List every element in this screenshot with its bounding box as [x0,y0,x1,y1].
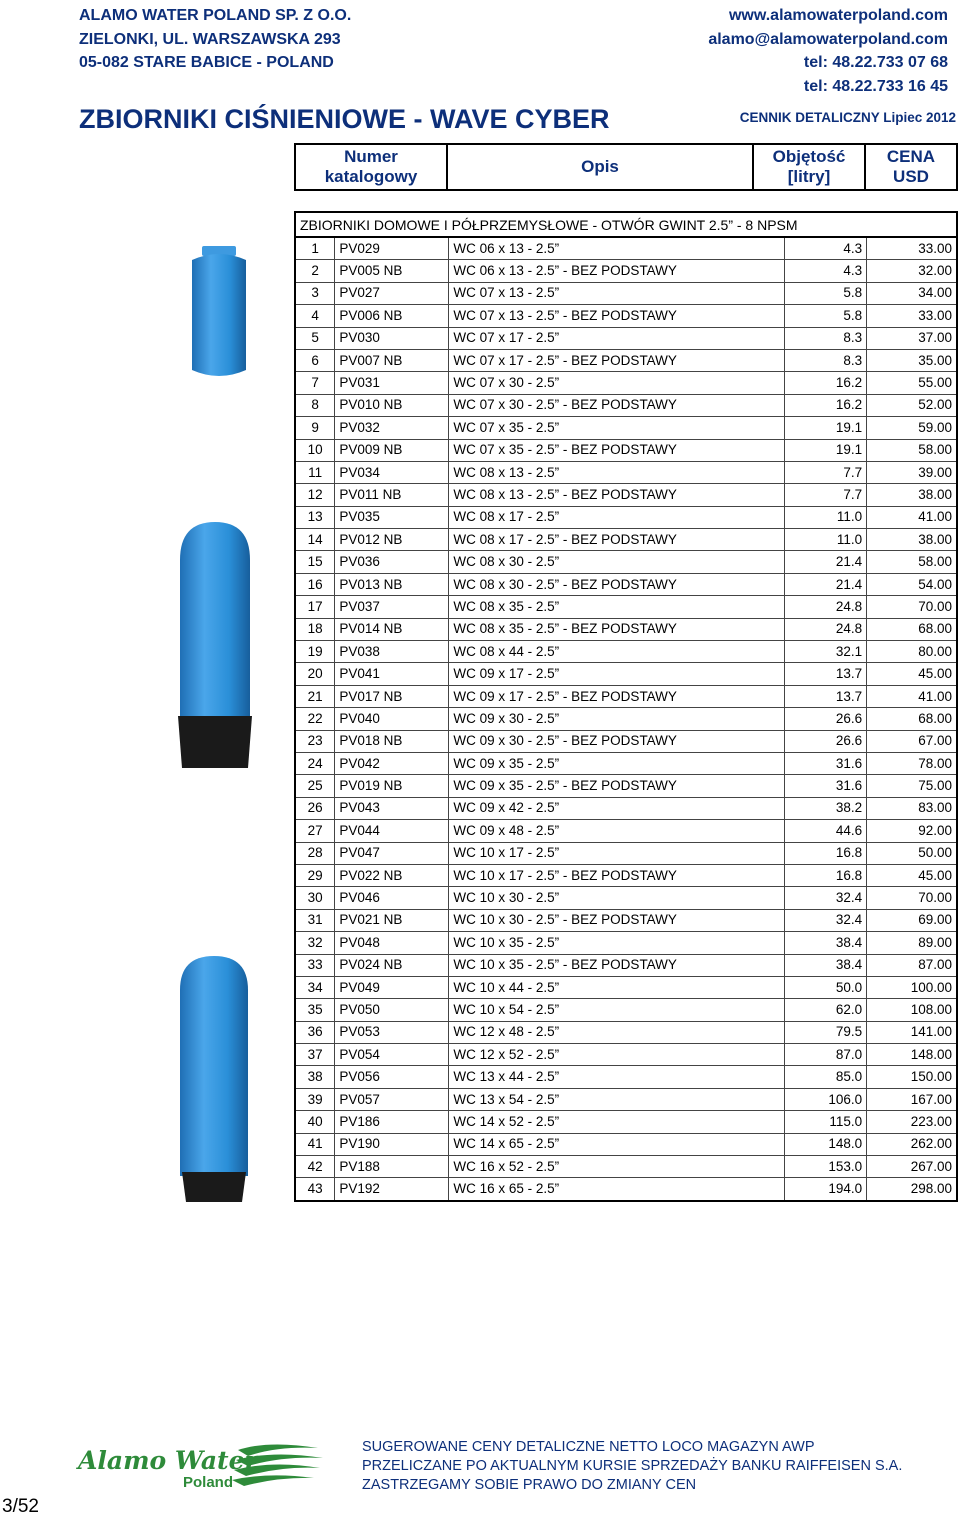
page-number: 3/52 [2,1496,39,1517]
price: 167.00 [867,1088,957,1110]
volume: 19.1 [785,439,867,461]
price: 75.00 [867,775,957,797]
catalog-number: PV035 [335,506,449,528]
volume: 16.8 [785,842,867,864]
price: 70.00 [867,596,957,618]
table-row [295,439,957,461]
row-number: 41 [295,1133,335,1155]
price: 141.00 [867,1021,957,1043]
row-number: 19 [295,641,335,663]
footer-line-1: SUGEROWANE CENY DETALICZNE NETTO LOCO MAGAZYN AWP [362,1439,815,1455]
price: 108.00 [867,999,957,1021]
row-number: 7 [295,372,335,394]
description: WC 13 x 44 - 2.5” [449,1066,785,1088]
catalog-number: PV056 [335,1066,449,1088]
table-row [295,820,957,842]
price: 148.00 [867,1044,957,1066]
table-row [295,1044,957,1066]
volume: 16.2 [785,372,867,394]
catalog-number: PV014 NB [335,618,449,640]
description: WC 14 x 52 - 2.5” [449,1111,785,1133]
row-number: 3 [295,282,335,304]
catalog-number: PV048 [335,932,449,954]
table-row [295,1178,957,1201]
price: 38.00 [867,529,957,551]
col-vol-line1: Objętość [772,147,846,166]
volume: 62.0 [785,999,867,1021]
row-number: 42 [295,1156,335,1178]
medium-tank-image [174,520,256,770]
description: WC 13 x 54 - 2.5” [449,1088,785,1110]
row-number: 36 [295,1021,335,1043]
description: WC 10 x 44 - 2.5” [449,976,785,998]
page-title: ZBIORNIKI CIŚNIENIOWE - WAVE CYBER [79,104,610,134]
col-price-line2: USD [893,167,929,186]
price: 32.00 [867,260,957,282]
description: WC 10 x 30 - 2.5” - BEZ PODSTAWY [449,909,785,931]
volume: 13.7 [785,685,867,707]
volume: 5.8 [785,282,867,304]
price: 150.00 [867,1066,957,1088]
volume: 31.6 [785,775,867,797]
description: WC 07 x 35 - 2.5” [449,417,785,439]
table-row [295,685,957,707]
volume: 115.0 [785,1111,867,1133]
row-number: 9 [295,417,335,439]
price: 37.00 [867,327,957,349]
email-link[interactable]: alamo@alamowaterpoland.com [708,30,948,48]
logo-text: Alamo Water [78,1446,258,1475]
catalog-number: PV011 NB [335,484,449,506]
volume: 148.0 [785,1133,867,1155]
row-number: 35 [295,999,335,1021]
description: WC 08 x 17 - 2.5” [449,506,785,528]
volume: 16.2 [785,394,867,416]
description: WC 07 x 17 - 2.5” - BEZ PODSTAWY [449,349,785,371]
table-row [295,887,957,909]
catalog-number: PV029 [335,237,449,260]
volume: 32.1 [785,641,867,663]
row-number: 18 [295,618,335,640]
table-row [295,260,957,282]
table-row [295,752,957,774]
catalog-number: PV054 [335,1044,449,1066]
catalog-number: PV021 NB [335,909,449,931]
price: 267.00 [867,1156,957,1178]
description: WC 08 x 13 - 2.5” [449,461,785,483]
col-catalog-line2: katalogowy [324,167,418,186]
price: 58.00 [867,439,957,461]
catalog-number: PV053 [335,1021,449,1043]
table-row [295,954,957,976]
row-number: 12 [295,484,335,506]
description: WC 06 x 13 - 2.5” [449,237,785,260]
table-row [295,305,957,327]
catalog-number: PV022 NB [335,864,449,886]
table-row [295,842,957,864]
description: WC 09 x 48 - 2.5” [449,820,785,842]
price-table [294,211,958,1202]
catalog-number: PV032 [335,417,449,439]
description: WC 08 x 35 - 2.5” - BEZ PODSTAWY [449,618,785,640]
table-row [295,1088,957,1110]
row-number: 8 [295,394,335,416]
catalog-number: PV030 [335,327,449,349]
catalog-number: PV010 NB [335,394,449,416]
row-number: 34 [295,976,335,998]
table-row [295,282,957,304]
description: WC 09 x 17 - 2.5” - BEZ PODSTAWY [449,685,785,707]
volume: 24.8 [785,596,867,618]
volume: 38.2 [785,797,867,819]
table-row [295,529,957,551]
company-address [79,4,351,75]
table-row [295,506,957,528]
table-row [295,1021,957,1043]
row-number: 11 [295,461,335,483]
description: WC 07 x 13 - 2.5” [449,282,785,304]
table-row [295,1066,957,1088]
table-row [295,461,957,483]
catalog-number: PV037 [335,596,449,618]
volume: 8.3 [785,327,867,349]
price: 41.00 [867,506,957,528]
price: 68.00 [867,618,957,640]
footer-line-3: ZASTRZEGAMY SOBIE PRAWO DO ZMIANY CEN [362,1477,697,1493]
price: 89.00 [867,932,957,954]
description: WC 10 x 35 - 2.5” - BEZ PODSTAWY [449,954,785,976]
pricelist-label: CENNIK DETALICZNY Lipiec 2012 [739,110,956,125]
catalog-number: PV047 [335,842,449,864]
price: 92.00 [867,820,957,842]
price: 58.00 [867,551,957,573]
col-catalog-header [295,144,447,190]
row-number: 38 [295,1066,335,1088]
table-row [295,237,957,260]
price: 33.00 [867,237,957,260]
description: WC 12 x 48 - 2.5” [449,1021,785,1043]
description: WC 07 x 13 - 2.5” - BEZ PODSTAWY [449,305,785,327]
table-row [295,909,957,931]
description: WC 09 x 30 - 2.5” [449,708,785,730]
catalog-number: PV031 [335,372,449,394]
col-desc-header: Opis [447,144,753,190]
table-row [295,417,957,439]
row-number: 43 [295,1178,335,1201]
row-number: 4 [295,305,335,327]
volume: 4.3 [785,260,867,282]
col-price-header [865,144,957,190]
price: 80.00 [867,641,957,663]
catalog-number: PV046 [335,887,449,909]
volume: 5.8 [785,305,867,327]
price: 262.00 [867,1133,957,1155]
row-number: 25 [295,775,335,797]
table-row [295,730,957,752]
alamo-water-logo [78,1440,328,1501]
table-row [295,708,957,730]
description: WC 12 x 52 - 2.5” [449,1044,785,1066]
volume: 38.4 [785,932,867,954]
table-row [295,1133,957,1155]
price: 83.00 [867,797,957,819]
volume: 24.8 [785,618,867,640]
row-number: 2 [295,260,335,282]
row-number: 37 [295,1044,335,1066]
row-number: 26 [295,797,335,819]
website-link[interactable]: www.alamowaterpoland.com [728,7,948,24]
description: WC 08 x 44 - 2.5” [449,641,785,663]
volume: 13.7 [785,663,867,685]
footer-notes [362,1438,902,1495]
description: WC 08 x 17 - 2.5” - BEZ PODSTAWY [449,529,785,551]
row-number: 17 [295,596,335,618]
description: WC 09 x 35 - 2.5” - BEZ PODSTAWY [449,775,785,797]
catalog-number: PV057 [335,1088,449,1110]
price: 78.00 [867,752,957,774]
table-row [295,596,957,618]
catalog-number: PV017 NB [335,685,449,707]
table-row [295,1156,957,1178]
volume: 38.4 [785,954,867,976]
description: WC 09 x 42 - 2.5” [449,797,785,819]
col-price-line1: CENA [886,147,936,166]
catalog-number: PV049 [335,976,449,998]
description: WC 08 x 35 - 2.5” [449,596,785,618]
price: 45.00 [867,864,957,886]
table-row [295,327,957,349]
price: 70.00 [867,887,957,909]
section-title: ZBIORNIKI DOMOWE I PÓŁPRZEMYSŁOWE - OTWÓR GWINT 2.5” - 8 NPSM [295,212,957,237]
row-number: 31 [295,909,335,931]
catalog-number: PV007 NB [335,349,449,371]
volume: 50.0 [785,976,867,998]
row-number: 10 [295,439,335,461]
catalog-number: PV024 NB [335,954,449,976]
description: WC 08 x 30 - 2.5” [449,551,785,573]
logo-sub: Poland [183,1474,234,1491]
price: 38.00 [867,484,957,506]
volume: 7.7 [785,484,867,506]
volume: 31.6 [785,752,867,774]
row-number: 14 [295,529,335,551]
footer-line-2: PRZELICZANE PO AKTUALNYM KURSIE SPRZEDAŻY BANKU RAIFFEISEN S.A. [362,1458,903,1474]
price: 69.00 [867,909,957,931]
catalog-number: PV013 NB [335,573,449,595]
price: 68.00 [867,708,957,730]
volume: 79.5 [785,1021,867,1043]
row-number: 29 [295,864,335,886]
table-row [295,372,957,394]
description: WC 10 x 35 - 2.5” [449,932,785,954]
volume: 26.6 [785,730,867,752]
table-row [295,864,957,886]
catalog-number: PV186 [335,1111,449,1133]
price: 87.00 [867,954,957,976]
company-name: ALAMO WATER POLAND SP. Z O.O. [79,7,352,24]
catalog-number: PV041 [335,663,449,685]
catalog-number: PV050 [335,999,449,1021]
table-row [295,551,957,573]
row-number: 33 [295,954,335,976]
row-number: 13 [295,506,335,528]
price: 33.00 [867,305,957,327]
column-header-table [294,143,958,191]
description: WC 16 x 65 - 2.5” [449,1178,785,1201]
catalog-number: PV018 NB [335,730,449,752]
volume: 85.0 [785,1066,867,1088]
volume: 7.7 [785,461,867,483]
price: 67.00 [867,730,957,752]
table-row [295,484,957,506]
col-vol-header [753,144,865,190]
phone-1: tel: 48.22.733 07 68 [803,54,948,71]
col-catalog-line1: Numer [344,147,398,166]
volume: 32.4 [785,887,867,909]
catalog-number: PV192 [335,1178,449,1201]
volume: 19.1 [785,417,867,439]
volume: 106.0 [785,1088,867,1110]
row-number: 6 [295,349,335,371]
row-number: 40 [295,1111,335,1133]
catalog-number: PV012 NB [335,529,449,551]
row-number: 24 [295,752,335,774]
volume: 32.4 [785,909,867,931]
catalog-number: PV006 NB [335,305,449,327]
catalog-number: PV036 [335,551,449,573]
price: 50.00 [867,842,957,864]
description: WC 14 x 65 - 2.5” [449,1133,785,1155]
description: WC 10 x 30 - 2.5” [449,887,785,909]
description: WC 07 x 17 - 2.5” [449,327,785,349]
catalog-number: PV009 NB [335,439,449,461]
volume: 11.0 [785,506,867,528]
contact-info [708,4,948,98]
row-number: 1 [295,237,335,260]
description: WC 07 x 30 - 2.5” - BEZ PODSTAWY [449,394,785,416]
catalog-number: PV044 [335,820,449,842]
row-number: 16 [295,573,335,595]
table-row [295,618,957,640]
description: WC 08 x 13 - 2.5” - BEZ PODSTAWY [449,484,785,506]
description: WC 10 x 17 - 2.5” - BEZ PODSTAWY [449,864,785,886]
price: 45.00 [867,663,957,685]
price: 59.00 [867,417,957,439]
table-row [295,775,957,797]
row-number: 15 [295,551,335,573]
catalog-number: PV038 [335,641,449,663]
catalog-number: PV043 [335,797,449,819]
description: WC 09 x 17 - 2.5” [449,663,785,685]
volume: 16.8 [785,864,867,886]
catalog-number: PV042 [335,752,449,774]
company-city: 05-082 STARE BABICE - POLAND [79,54,334,71]
table-row [295,573,957,595]
table-row [295,349,957,371]
description: WC 08 x 30 - 2.5” - BEZ PODSTAWY [449,573,785,595]
volume: 21.4 [785,573,867,595]
small-tank-image [188,246,250,384]
table-row [295,394,957,416]
phone-2: tel: 48.22.733 16 45 [803,77,948,95]
row-number: 22 [295,708,335,730]
price: 34.00 [867,282,957,304]
table-row [295,663,957,685]
company-street: ZIELONKI, UL. WARSZAWSKA 293 [79,30,341,48]
price: 298.00 [867,1178,957,1201]
table-row [295,797,957,819]
catalog-number: PV188 [335,1156,449,1178]
price: 39.00 [867,461,957,483]
row-number: 27 [295,820,335,842]
table-row [295,641,957,663]
price: 52.00 [867,394,957,416]
description: WC 10 x 54 - 2.5” [449,999,785,1021]
table-row [295,1111,957,1133]
large-tank-image [174,954,254,1204]
row-number: 32 [295,932,335,954]
volume: 26.6 [785,708,867,730]
row-number: 20 [295,663,335,685]
price: 55.00 [867,372,957,394]
price: 100.00 [867,976,957,998]
row-number: 28 [295,842,335,864]
row-number: 23 [295,730,335,752]
description: WC 09 x 30 - 2.5” - BEZ PODSTAWY [449,730,785,752]
catalog-number: PV005 NB [335,260,449,282]
volume: 4.3 [785,237,867,260]
row-number: 5 [295,327,335,349]
description: WC 07 x 30 - 2.5” [449,372,785,394]
row-number: 30 [295,887,335,909]
volume: 44.6 [785,820,867,842]
volume: 87.0 [785,1044,867,1066]
catalog-number: PV034 [335,461,449,483]
description: WC 07 x 35 - 2.5” - BEZ PODSTAWY [449,439,785,461]
description: WC 06 x 13 - 2.5” - BEZ PODSTAWY [449,260,785,282]
section-title-row [295,212,957,237]
table-row [295,976,957,998]
description: WC 09 x 35 - 2.5” [449,752,785,774]
catalog-number: PV019 NB [335,775,449,797]
description: WC 16 x 52 - 2.5” [449,1156,785,1178]
table-row [295,999,957,1021]
volume: 21.4 [785,551,867,573]
description: WC 10 x 17 - 2.5” [449,842,785,864]
price: 54.00 [867,573,957,595]
table-row [295,932,957,954]
volume: 8.3 [785,349,867,371]
price: 35.00 [867,349,957,371]
price: 223.00 [867,1111,957,1133]
price: 41.00 [867,685,957,707]
col-vol-line2: [litry] [787,167,831,186]
volume: 194.0 [785,1178,867,1201]
catalog-number: PV190 [335,1133,449,1155]
row-number: 39 [295,1088,335,1110]
row-number: 21 [295,685,335,707]
volume: 11.0 [785,529,867,551]
catalog-number: PV027 [335,282,449,304]
volume: 153.0 [785,1156,867,1178]
catalog-number: PV040 [335,708,449,730]
